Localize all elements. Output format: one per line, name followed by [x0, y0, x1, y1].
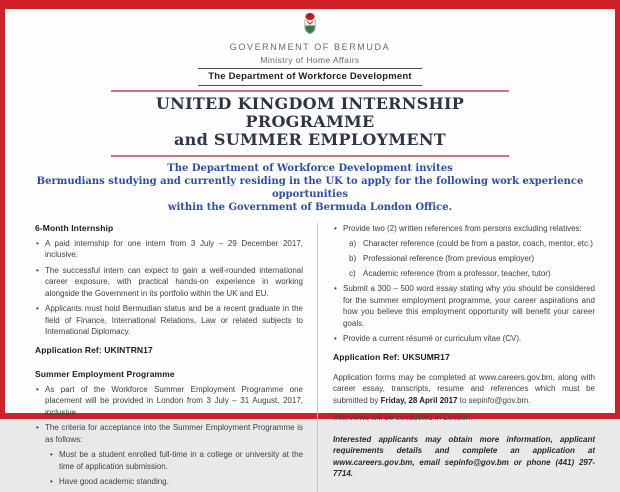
reference-text-a: Character reference (could be from a pastor, coach, mentor, etc.)	[363, 239, 593, 249]
reference-item-b	[333, 253, 595, 265]
forms-paragraph-post: to sepinfo@gov.bm.	[457, 395, 531, 405]
department-name: The Department of Workforce Development	[198, 68, 421, 86]
left-column	[35, 223, 318, 492]
header	[5, 9, 615, 86]
internship-bullet-2: • The successful intern can expect to gain a well-rounded international career exposure, with practical hands-on experience in working alongside the Government in its portfolio within the UK and EU.	[35, 265, 303, 300]
intro-line2: Bermudians studying and currently residing in the UK to apply for the following work experience opportunities	[36, 175, 584, 200]
title-block	[111, 90, 509, 157]
ministry-name: Ministry of Home Affairs	[260, 55, 360, 65]
internship-bullet-3: • Applicants must hold Bermudian status and be a recent graduate in the field of Finance, International Relations, Law or related subjects to International Diplomacy.	[35, 303, 303, 338]
reference-letter-a: a)	[349, 239, 357, 249]
internship-bullet-1: • A paid internship for one intern from 3 July – 29 December 2017, inclusive.	[35, 238, 303, 261]
summer-heading: Summer Employment Programme	[35, 368, 175, 379]
summer-application-ref: Application Ref: UKSUMR17	[333, 351, 450, 362]
deadline-date: Friday, 28 April 2017	[380, 395, 458, 405]
reference-letter-c: c)	[349, 269, 356, 279]
summer-bullet-1: • As part of the Workforce Summer Employment Programme one placement will be provided in London from 3 July – 31 August, 2017, inclusive.	[35, 384, 303, 419]
resume-bullet: • Provide a current résumé or curriculum vitae (CV).	[333, 333, 595, 345]
intro-line1: The Department of Workforce Development invites	[167, 162, 453, 174]
page-title-line2: and SUMMER EMPLOYMENT	[173, 130, 447, 150]
internship-application-ref: Application Ref: UKINTRN17	[35, 344, 153, 355]
essay-bullet: • Submit a 300 – 500 word essay stating why you should be considered for the summer employment programme, your career aspirations and how you believe this employment opportunity will benefit your career goals.	[333, 283, 595, 329]
bermuda-coat-of-arms-icon	[302, 13, 318, 35]
right-column	[318, 223, 595, 492]
content-columns	[5, 223, 615, 492]
interviews-note: Interviews will be conducted in London.	[333, 413, 473, 423]
summer-criteria-1: • Must be a student enrolled full-time in a college or university at the time of application submission.	[49, 449, 303, 472]
forms-paragraph-pre: Application forms may be completed at www.careers.gov.bm, along with career essay, transcripts, resume and references which must be submitted by	[333, 372, 595, 405]
intro-line3: within the Government of Bermuda London Office.	[167, 201, 453, 213]
page-title-line1: UNITED KINGDOM INTERNSHIP PROGRAMME	[155, 93, 465, 131]
more-info-paragraph: Interested applicants may obtain more information, applicant requirements details and complete an application at www.careers.gov.bm, email sepinfo@gov.bm or phone (441) 297-7714.	[333, 434, 595, 479]
application-forms-paragraph	[333, 372, 595, 407]
government-name: GOVERNMENT OF BERMUDA	[229, 42, 391, 52]
section-spacer	[35, 355, 303, 369]
reference-text-b: Professional reference (from previous employer)	[363, 254, 535, 264]
reference-item-c	[333, 268, 595, 280]
summer-bullet-2: • The criteria for acceptance into the Summer Employment Programme is as follows:	[35, 422, 303, 445]
reference-letter-b: b)	[349, 254, 357, 264]
summer-criteria-2: • Have good academic standing.	[49, 476, 303, 488]
intro-text	[5, 162, 615, 214]
reference-item-a	[333, 238, 595, 250]
reference-text-c: Academic reference (from a professor, teacher, tutor)	[363, 269, 551, 279]
references-bullet: • Provide two (2) written references from persons excluding relatives:	[333, 223, 595, 235]
internship-heading: 6-Month Internship	[35, 222, 114, 233]
